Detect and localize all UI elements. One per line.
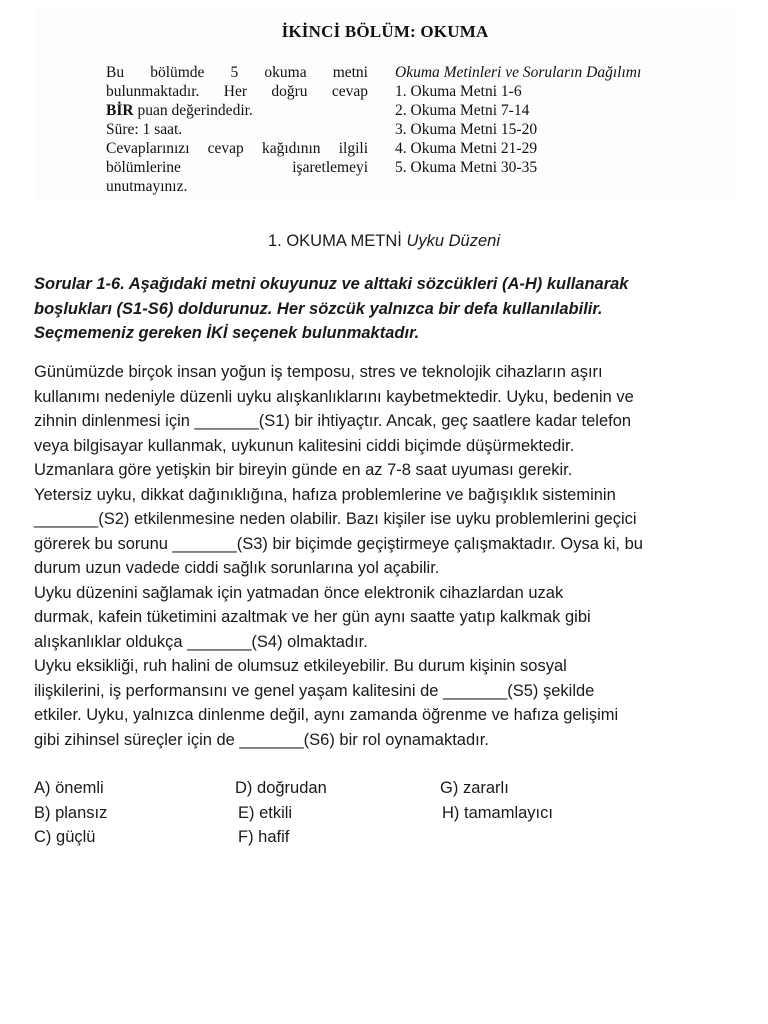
option-word: doğrudan <box>257 779 327 797</box>
passage-line: alışkanlıklar oldukça _______(S4) olmaktadır. <box>34 632 368 651</box>
passage-line: durmak, kafein tüketimini azaltmak ve her gün aynı saatte yatıp kalkmak gibi <box>34 608 591 626</box>
passage-line: veya bilgisayar kullanmak, uykunun kalitesini ciddi biçimde düşürmektedir. <box>34 436 575 455</box>
option-word: güçlü <box>56 828 96 846</box>
option-letter: D) <box>235 779 253 797</box>
option-c <box>34 825 95 850</box>
passage-line: _______(S2) etkilenmesine neden olabilir. Bazı kişiler ise uyku problemlerini geçici <box>34 510 637 528</box>
passage-line: Uzmanlara göre yetişkin bir bireyin günde en az 7-8 saat uyuması gerekir. <box>34 461 573 479</box>
distribution-title: Okuma Metinleri ve Soruların Dağılımı <box>395 64 642 81</box>
distribution-item: 2. Okuma Metni 7-14 <box>395 102 530 119</box>
info-line: Cevaplarınızı cevap kağıdının ilgili <box>106 140 368 157</box>
distribution-item: 4. Okuma Metni 21-29 <box>395 140 538 157</box>
option-b <box>34 801 107 826</box>
passage-line: gibi zihinsel süreçler için de _______(S6) bir rol oynamaktadır. <box>34 730 489 749</box>
passage-line: Uyku düzenini sağlamak için yatmadan önce elektronik cihazlardan uzak <box>34 583 564 602</box>
option-letter: C) <box>34 828 52 846</box>
option-word: önemli <box>55 779 104 797</box>
option-d <box>235 776 327 801</box>
exam-header-box <box>36 10 734 202</box>
option-f <box>238 825 289 850</box>
reading-passage <box>34 360 734 752</box>
info-line: Bu bölümde 5 okuma metni <box>106 64 368 81</box>
option-g <box>440 776 509 801</box>
option-a <box>34 776 104 801</box>
passage-line: ilişkilerini, iş performansını ve genel yaşam kalitesini de _______(S5) şekilde <box>34 681 595 700</box>
info-line: bölümlerine işaretlemeyi <box>106 159 368 176</box>
option-letter: H) <box>442 803 460 822</box>
distribution-item: 5. Okuma Metni 30-35 <box>395 159 538 176</box>
option-e <box>238 801 292 826</box>
question-distribution <box>395 63 715 177</box>
option-letter: E) <box>238 803 255 822</box>
option-word: hafif <box>258 828 290 846</box>
passage-line: kullanımı nedeniyle düzenli uyku alışkanlıklarını kaybetmektedir. Uyku, bedenin ve <box>34 387 634 406</box>
info-line: unutmayınız. <box>106 178 188 195</box>
section-title: İKİNCİ BÖLÜM: OKUMA <box>281 22 489 41</box>
option-word: zararlı <box>462 779 509 797</box>
option-word: etkili <box>259 803 293 822</box>
info-line: bulunmaktadır. Her doğru cevap <box>106 83 368 100</box>
passage-line: Günümüzde birçok insan yoğun iş temposu, stres ve teknolojik cihazların aşırı <box>34 363 603 381</box>
instruction-line: Sorular 1-6. Aşağıdaki metni okuyunuz ve alttaki sözcükleri (A-H) kullanarak <box>34 275 629 293</box>
instruction-line: Seçmemeniz gereken İKİ seçenek bulunmaktadır. <box>34 324 420 342</box>
option-letter: B) <box>34 803 51 822</box>
option-word: tamamlayıcı <box>464 803 553 822</box>
passage-line: Uyku eksikliği, ruh halini de olumsuz etkileyebilir. Bu durum kişinin sosyal <box>34 657 567 675</box>
distribution-item: 1. Okuma Metni 1-6 <box>395 83 522 100</box>
distribution-item: 3. Okuma Metni 15-20 <box>395 121 538 138</box>
option-word: plansız <box>55 803 108 822</box>
section-info <box>106 63 368 196</box>
passage-line: zihnin dinlenmesi için _______(S1) bir ihtiyaçtır. Ancak, geç saatlere kadar telefon <box>34 412 632 430</box>
info-duration: Süre: 1 saat. <box>106 121 183 138</box>
reading-text-subtitle: Uyku Düzeni <box>406 232 500 250</box>
reading-text-title <box>0 232 768 251</box>
passage-line: durum uzun vadede ciddi sağlık sorunlarına yol açabilir. <box>34 559 440 577</box>
info-bold-word: BİR <box>106 102 134 119</box>
option-letter: A) <box>34 779 51 797</box>
reading-text-number: 1. OKUMA METNİ <box>268 232 402 250</box>
option-letter: F) <box>238 828 254 846</box>
info-after-bold: puan değerindedir. <box>133 102 253 119</box>
option-h <box>442 801 553 826</box>
option-letter: G) <box>440 779 459 797</box>
instruction-line: boşlukları (S1-S6) doldurunuz. Her sözcük yalnızca bir defa kullanılabilir. <box>34 299 603 318</box>
passage-line: Yetersiz uyku, dikkat dağınıklığına, hafıza problemlerine ve bağışıklık sisteminin <box>34 485 616 504</box>
info-line <box>106 101 368 120</box>
passage-line: etkiler. Uyku, yalnızca dinlenme değil, aynı zamanda öğrenme ve hafıza gelişimi <box>34 706 619 724</box>
instructions <box>34 272 734 346</box>
passage-line: görerek bu sorunu _______(S3) bir biçimde geçiştirmeye çalışmaktadır. Oysa ki, bu <box>34 534 643 553</box>
